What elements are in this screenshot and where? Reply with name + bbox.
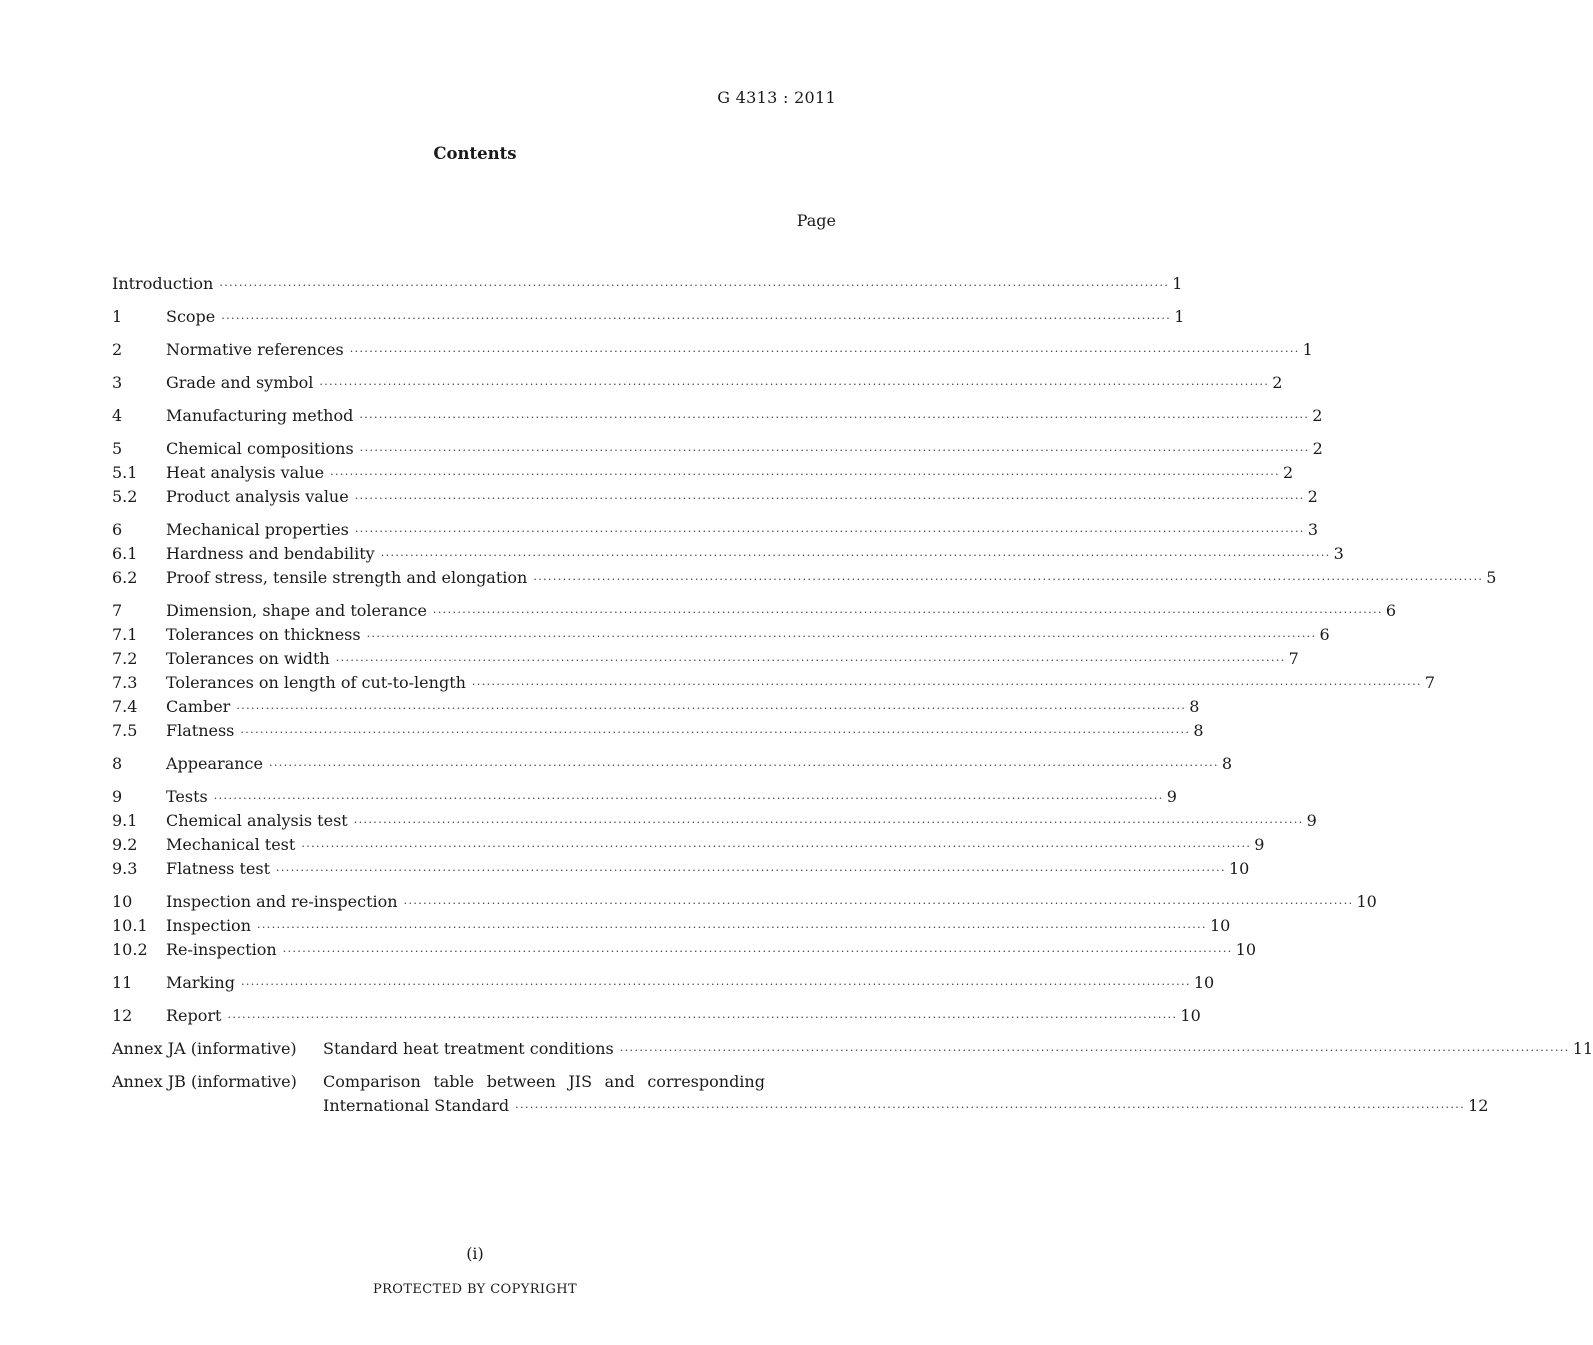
toc-entry-title: Normative references (166, 340, 344, 359)
table-of-contents (112, 272, 1593, 1127)
toc-entry-page: 8 (1221, 754, 1233, 773)
toc-entry-page: 2 (1307, 487, 1318, 506)
toc-entry[interactable] (112, 938, 1257, 962)
toc-group (112, 404, 1323, 428)
toc-entry-title: Mechanical test (166, 835, 296, 854)
toc-entry-number: 9.2 (112, 835, 138, 854)
toc-entry[interactable] (112, 338, 1313, 362)
annex-jb-title-line1 (323, 1070, 765, 1094)
toc-entry-page: 10 (1228, 859, 1250, 878)
annex-jb-title-word: between (486, 1072, 556, 1091)
dot-leader (360, 439, 1310, 463)
dot-leader (240, 721, 1190, 745)
dot-leader (276, 859, 1226, 883)
page-column-label: Page (796, 211, 836, 230)
toc-entry-title: Camber (166, 697, 231, 716)
toc-entry[interactable] (112, 404, 1323, 428)
toc-entry-page: 3 (1333, 544, 1344, 563)
toc-entry[interactable] (112, 752, 1233, 776)
toc-entry-page: 6 (1319, 625, 1330, 644)
toc-entry-title: Product analysis value (166, 487, 349, 506)
footer-page-number: (i) (466, 1244, 484, 1263)
toc-entry-number: 1 (112, 307, 123, 326)
toc-entry[interactable] (112, 809, 1317, 833)
toc-entry-page: 10 (1180, 1006, 1201, 1025)
toc-entry-title: Dimension, shape and tolerance (166, 601, 427, 620)
dot-leader (301, 835, 1251, 859)
toc-group (112, 305, 1185, 329)
toc-entry-page: 10 (1193, 973, 1215, 992)
annex-jb-title-word: JIS (568, 1072, 593, 1091)
toc-entry-page: 8 (1189, 697, 1200, 716)
toc-entry-page: 7 (1288, 649, 1299, 668)
toc-entry-page: 1 (1172, 274, 1183, 293)
dot-leader (367, 625, 1317, 649)
toc-entry-title: Appearance (166, 754, 263, 773)
toc-group (112, 971, 1215, 995)
toc-entry-page: 2 (1272, 373, 1283, 392)
toc-entry-title: Mechanical properties (166, 520, 349, 539)
annex-jb-title-word: table (433, 1072, 475, 1091)
toc-entry[interactable] (112, 599, 1397, 623)
toc-entry[interactable] (112, 566, 1497, 590)
toc-group (112, 599, 1436, 743)
toc-entry-title: Flatness (166, 721, 235, 740)
toc-entry-title: Inspection (166, 916, 251, 935)
toc-entry-number: 3 (112, 373, 123, 392)
toc-entry-page: 10 (1235, 940, 1257, 959)
toc-group (112, 272, 1183, 296)
toc-entry[interactable] (112, 542, 1344, 566)
dot-leader (227, 1006, 1177, 1030)
toc-entry-page: 3 (1307, 520, 1319, 539)
toc-entry[interactable] (112, 437, 1323, 461)
dot-leader (319, 373, 1269, 397)
annex-jb-title-word: and (604, 1072, 635, 1091)
toc-entry-number: 5.1 (112, 463, 138, 482)
toc-entry-title: Manufacturing method (166, 406, 354, 425)
toc-entry[interactable] (112, 833, 1265, 857)
toc-entry-page: 5 (1486, 568, 1497, 587)
toc-groups (112, 272, 1497, 1028)
toc-entry-title: Tolerances on length of cut-to-length (166, 673, 466, 692)
toc-entry-number: 4 (112, 406, 123, 425)
toc-entry[interactable] (112, 671, 1436, 695)
toc-entry-title: Inspection and re-inspection (166, 892, 398, 911)
dot-leader (269, 754, 1219, 778)
dot-leader (404, 892, 1354, 916)
toc-entry-title: Re-inspection (166, 940, 277, 959)
toc-entry[interactable] (112, 272, 1183, 296)
dot-leader (283, 940, 1233, 964)
toc-entry-number: 10.2 (112, 940, 148, 959)
annex-jb-page: 12 (1468, 1096, 1489, 1115)
toc-entry-number: 6.2 (112, 568, 138, 587)
toc-entry[interactable] (112, 785, 1177, 809)
toc-entry-page: 9 (1166, 787, 1177, 806)
dot-leader (620, 1039, 1570, 1063)
toc-entry-title: Chemical compositions (166, 439, 354, 458)
toc-entry-number: 6 (112, 520, 123, 539)
toc-entry-number: 5.2 (112, 487, 138, 506)
annex-jb-label: Annex JB (informative) (112, 1072, 297, 1091)
toc-entry-number: 2 (112, 340, 123, 359)
toc-entry[interactable] (112, 971, 1215, 995)
toc-entry-title: Hardness and bendability (166, 544, 375, 563)
toc-group (112, 437, 1323, 509)
page-title: Contents (433, 144, 517, 163)
dot-leader (214, 787, 1164, 811)
toc-entry-number: 7.4 (112, 697, 138, 716)
dot-leader (533, 568, 1483, 592)
toc-entry-page: 1 (1174, 307, 1185, 326)
toc-entry-number: 9.1 (112, 811, 138, 830)
toc-entry[interactable] (112, 305, 1185, 329)
dot-leader (515, 1096, 1465, 1120)
toc-entry-title: Flatness test (166, 859, 271, 878)
toc-group (112, 1004, 1201, 1028)
toc-entry[interactable] (112, 647, 1299, 671)
standard-number: G 4313 : 2011 (717, 88, 836, 107)
toc-entry-title: Tolerances on width (166, 649, 330, 668)
toc-group (112, 518, 1497, 590)
dot-leader (359, 406, 1309, 430)
toc-entry-number: 12 (112, 1006, 133, 1025)
toc-entry-number: 9 (112, 787, 123, 806)
toc-entry-title: Introduction (112, 274, 214, 293)
dot-leader (350, 340, 1300, 364)
dot-leader (236, 697, 1186, 721)
dot-leader (241, 973, 1191, 997)
annex-ja-label: Annex JA (informative) (112, 1039, 297, 1058)
toc-group (112, 371, 1283, 395)
toc-entry[interactable] (112, 518, 1319, 542)
toc-entry-title: Tolerances on thickness (166, 625, 361, 644)
toc-entry-title: Proof stress, tensile strength and elongation (166, 568, 528, 587)
annex-jb-title-word: Comparison (323, 1072, 421, 1091)
dot-leader (354, 811, 1304, 835)
toc-entry-number: 7.1 (112, 625, 138, 644)
toc-entry-title: Scope (166, 307, 216, 326)
dot-leader (221, 307, 1171, 331)
toc-entry-number: 10 (112, 892, 133, 911)
toc-entry-page: 6 (1385, 601, 1397, 620)
dot-leader (433, 601, 1383, 625)
toc-entry-page: 7 (1424, 673, 1436, 692)
toc-entry-number: 11 (112, 973, 133, 992)
toc-entry-title: Chemical analysis test (166, 811, 348, 830)
dot-leader (472, 673, 1422, 697)
toc-entry-page: 8 (1193, 721, 1204, 740)
toc-entry[interactable] (112, 1004, 1201, 1028)
toc-entry[interactable] (112, 719, 1204, 743)
dot-leader (355, 487, 1305, 511)
copyright-notice: PROTECTED BY COPYRIGHT (372, 1282, 578, 1297)
toc-entry-page: 2 (1312, 406, 1323, 425)
toc-entry-page: 2 (1283, 463, 1294, 482)
annex-ja-title: Standard heat treatment conditions (323, 1039, 614, 1058)
toc-entry[interactable] (112, 485, 1318, 509)
toc-entry-number: 9.3 (112, 859, 138, 878)
toc-entry-title: Tests (166, 787, 208, 806)
dot-leader (330, 463, 1280, 487)
toc-entry[interactable] (112, 695, 1200, 719)
toc-entry-page: 10 (1209, 916, 1231, 935)
toc-entry-number: 6.1 (112, 544, 138, 563)
toc-entry-number: 7 (112, 601, 123, 620)
annex-jb-title-line2: International Standard (323, 1096, 510, 1115)
annex-ja-page: 11 (1572, 1039, 1593, 1058)
toc-entry-number: 8 (112, 754, 123, 773)
dot-leader (257, 916, 1207, 940)
toc-entry-page: 10 (1356, 892, 1377, 911)
dot-leader (381, 544, 1331, 568)
toc-entry-page: 9 (1254, 835, 1265, 854)
dot-leader (355, 520, 1305, 544)
toc-group (112, 752, 1233, 776)
toc-annex-ja[interactable] (112, 1037, 1593, 1061)
toc-entry-title: Grade and symbol (166, 373, 314, 392)
toc-entry-number: 7.5 (112, 721, 138, 740)
toc-entry-page: 9 (1306, 811, 1317, 830)
toc-entry-number: 5 (112, 439, 123, 458)
toc-entry[interactable] (112, 461, 1294, 485)
toc-group (112, 890, 1377, 962)
annex-jb-title-word: corresponding (647, 1072, 765, 1091)
dot-leader (219, 274, 1169, 298)
toc-entry[interactable] (112, 914, 1231, 938)
toc-entry-number: 7.2 (112, 649, 138, 668)
toc-group (112, 338, 1313, 362)
toc-entry[interactable] (112, 890, 1377, 914)
toc-entry-number: 7.3 (112, 673, 138, 692)
toc-group (112, 785, 1317, 881)
dot-leader (336, 649, 1286, 673)
toc-entry-title: Report (166, 1006, 222, 1025)
toc-entry[interactable] (112, 623, 1330, 647)
toc-entry-title: Heat analysis value (166, 463, 325, 482)
toc-entry-page: 1 (1302, 340, 1313, 359)
toc-entry[interactable] (112, 371, 1283, 395)
toc-entry-title: Marking (166, 973, 235, 992)
toc-entry-number: 10.1 (112, 916, 148, 935)
toc-annex-jb[interactable] (112, 1070, 1489, 1118)
toc-entry[interactable] (112, 857, 1250, 881)
toc-entry-page: 2 (1312, 439, 1323, 458)
